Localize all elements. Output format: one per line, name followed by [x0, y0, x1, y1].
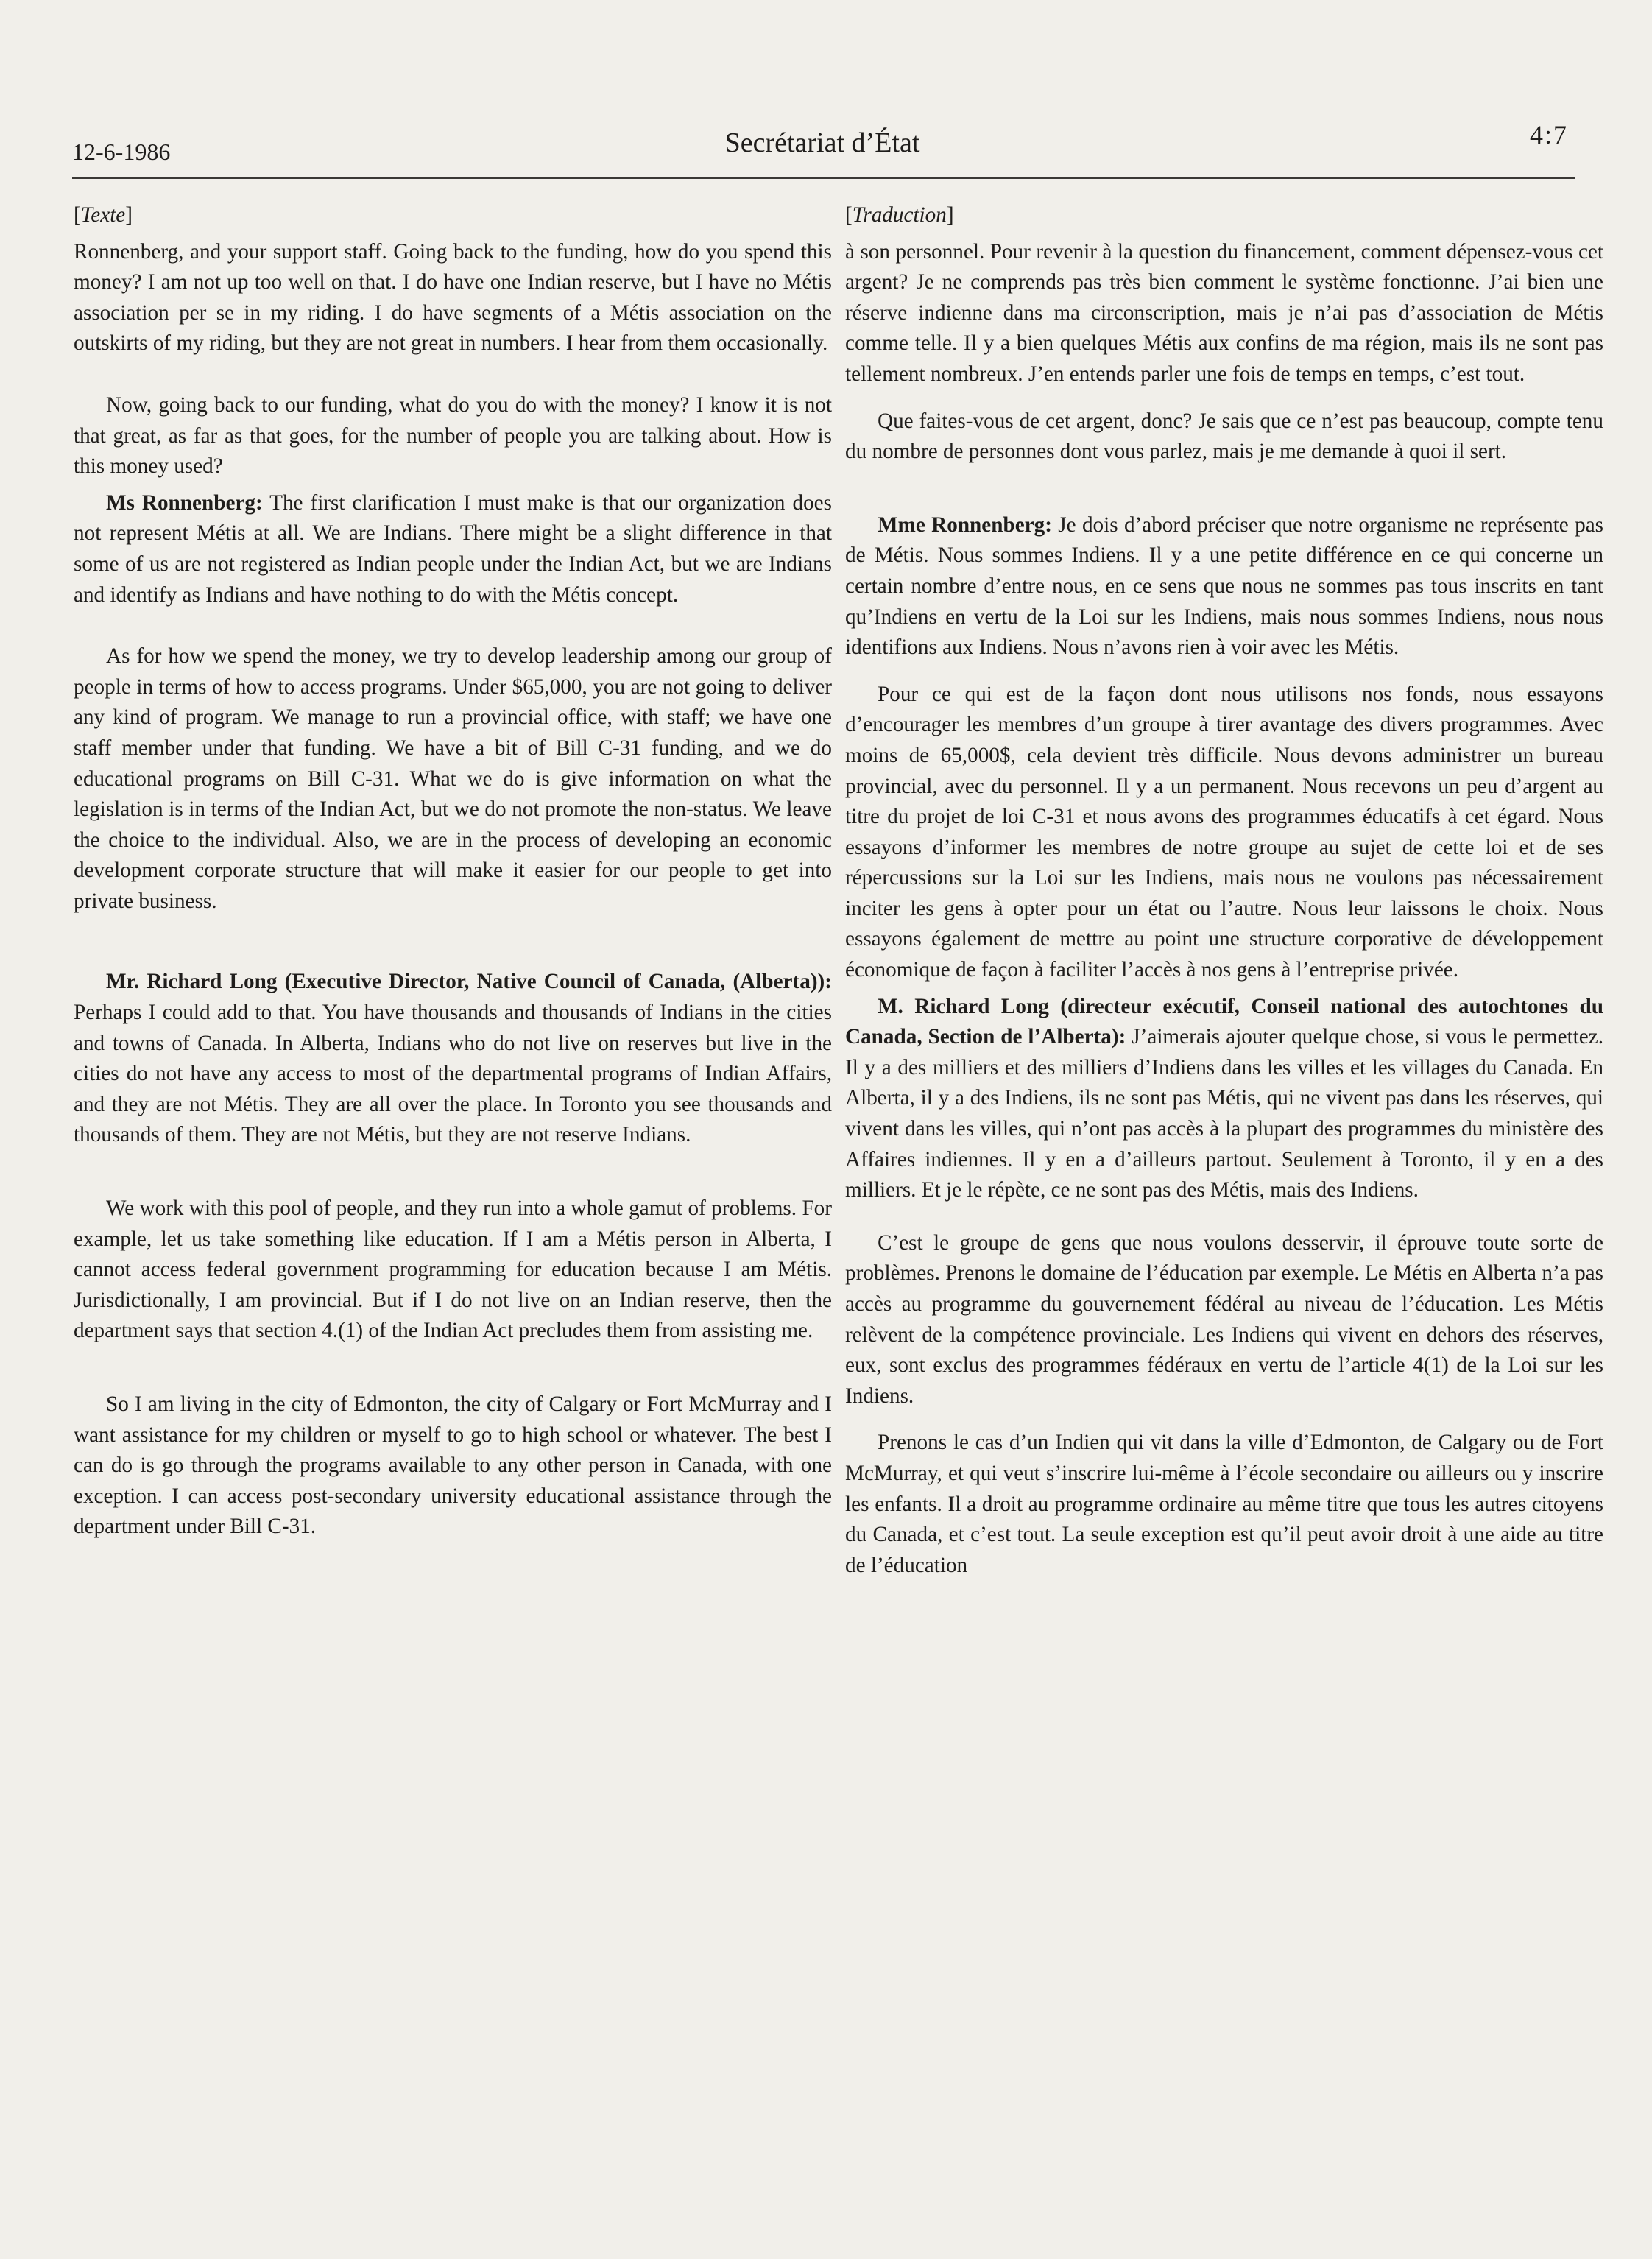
speech-text: J’aimerais ajouter quelque chose, si vous le permettez. Il y a des milliers et des milliers d’Indiens dans les villes et les villages du Canada. En Alberta, il y a des Indiens, ils ne sont pas Métis, qui ne vivent pas dans les réserves, qui vivent dans les villes, qui n’ont pas accès à la plupart des programmes du ministère des Affaires indiennes. Il y en a d’ailleurs partout. Seulement à Toronto, il y en a des milliers. Et je le répète, ce ne sont pas des Métis, mais des Indiens. — [845, 1025, 1603, 1202]
speech-paragraph — [74, 967, 832, 1151]
text-marker: [Texte] — [74, 203, 133, 227]
speech-paragraph — [74, 488, 832, 610]
paragraph: Now, going back to our funding, what do you do with the money? I know it is not that great, as far as that goes, for the number of people you are talking about. How is this money used? — [74, 392, 832, 479]
translation-marker: [Traduction] — [845, 203, 954, 227]
translation-marker-label: Traduction — [852, 203, 947, 227]
english-column — [74, 200, 832, 1543]
page-header — [72, 118, 1572, 180]
paragraph: Ronnenberg, and your support staff. Going back to the funding, how do you spend this money? I am not up too well on that. I do have one Indian reserve, but I have no Métis association per se in my riding. I do have segments of a Métis association on the outskirts of my riding, but they are not great in numbers. I hear from them occasionally. — [74, 239, 832, 356]
speech-paragraph — [845, 510, 1603, 663]
speech-text: Je dois d’abord préciser que notre organisme ne représente pas de Métis. Nous sommes Indiens. Il y a une petite différence en ce qui concerne un certain nombre d’entre nous, en ce sens que nous ne sommes pas tous inscrits en tant qu’Indiens en vertu de la Loi sur les Indiens, mais nous sommes Indiens, nous nous identifions aux Indiens. Nous n’avons rien à voir avec les Métis. — [845, 512, 1604, 660]
paragraph: We work with this pool of people, and they run into a whole gamut of problems. For example, let us take something like education. If I am a Métis person in Alberta, I cannot access federal government programming for education because I am Métis. Jurisdictionally, I am provincial. But if I do not live on an Indian reserve, then the department says that section 4.(1) of the Indian Act precludes them from assisting me. — [74, 1197, 832, 1343]
paragraph: So I am living in the city of Edmonton, the city of Calgary or Fort McMurray and I want assistance for my children or myself to go to high school or whatever. The best I can do is go through the programs available to any other person in Canada, with one exception. I can access post-secondary university educational assistance through the department under Bill C-31. — [74, 1392, 832, 1539]
paragraph: Prenons le cas d’un Indien qui vit dans la ville d’Edmonton, de Calgary ou de Fort McMurray, et qui veut s’inscrire lui-même à l’école secondaire ou ailleurs ou y inscrire les enfants. Il a droit au programme ordinaire au même titre que tous les autres citoyens du Canada, et c’est tout. La seule exception est qu’il peut avoir droit à une aide au titre de l’éducation — [845, 1431, 1603, 1577]
paragraph: à son personnel. Pour revenir à la question du financement, comment dépensez-vous cet argent? Je ne comprends pas très bien comment le système fonctionne. J’ai bien une réserve indienne dans ma circonscription, mais je n’ai pas d’association de Métis comme telle. Il y a bien quelques Métis aux confins de ma région, mais ils ne sont pas tellement nombreux. J’en entends parler une fois de temps en temps, c’est tout. — [845, 239, 1603, 386]
text-marker-label: Texte — [80, 203, 126, 227]
speaker-name: Mr. Richard Long (Executive Director, Native Council of Canada, (Alberta)): — [106, 970, 832, 994]
speaker-name: Mme Ronnenberg: — [878, 512, 1052, 537]
header-rule — [72, 177, 1575, 179]
paragraph: Pour ce qui est de la façon dont nous utilisons nos fonds, nous essayons d’encourager les membres d’un groupe à tirer avantage des divers programmes. Avec moins de 65,000$, cela devient très difficile. Nous devons administrer un bureau provincial, avec du personnel. Il y a un permanent. Nous recevons un peu d’argent au titre du projet de loi C-31 et nous avons des programmes éducatifs à cet égard. Nous essayons d’informer les membres de notre groupe au sujet de cette loi et de ses répercussions sur la Loi sur les Indiens, mais nous ne voulons pas nécessairement inciter les gens à opter pour un état ou l’autre. Nous leur laissons le choix. Nous essayons également de mettre au point une structure corporative de développement économique de façon à faciliter l’accès à nos gens à l’entreprise privée. — [845, 682, 1603, 982]
speech-text: The first clarification I must make is that our organization does not represent Métis at all. We are Indians. There might be a slight difference in that some of us are not registered as Indian people under the Indian Act, but we are Indians and identify as Indians and have nothing to do with the Métis concept. — [74, 490, 832, 607]
header-page-number: 4:7 — [1529, 120, 1568, 149]
speaker-name: M. Richard Long (directeur exécutif, Conseil national des autochtones du Canada, Section de l’Alberta): — [845, 994, 1603, 1049]
paragraph: Que faites-vous de cet argent, donc? Je sais que ce n’est pas beaucoup, compte tenu du nombre de personnes dont vous parlez, mais je me demande à quoi il sert. — [845, 409, 1603, 464]
speech-paragraph — [845, 992, 1603, 1206]
paragraph: C’est le groupe de gens que nous voulons desservir, il éprouve toute sorte de problèmes. Prenons le domaine de l’éducation par exemple. Le Métis en Alberta n’a pas accès au programme du gouvernement fédéral au niveau de l’éducation. Les Métis relèvent de la compétence provinciale. Les Indiens qui vivent en dehors des réserves, eux, sont exclus des programmes fédéraux en vertu de l’article 4(1) de la Loi sur les Indiens. — [845, 1230, 1603, 1408]
header-title: Secrétariat d’État — [724, 127, 920, 158]
header-date: 12-6-1986 — [72, 138, 171, 165]
french-column — [845, 200, 1603, 1581]
speaker-name: Ms Ronnenberg: — [106, 490, 263, 515]
paragraph: As for how we spend the money, we try to develop leadership among our group of people in terms of how to access programs. Under $65,000, you are not going to deliver any kind of program. We manage to run a provincial office, with staff; we have one staff member under that funding. We have a bit of Bill C-31 funding, and we do educational programs on Bill C-31. What we do is give information on what the legislation is in terms of the Indian Act, but we do not promote the non-status. We leave the choice to the individual. Also, we are in the process of developing an economic development corporate structure that will make it easier for our people to get into private business. — [74, 644, 832, 913]
speech-text: Perhaps I could add to that. You have thousands and thousands of Indians in the cities and towns of Canada. In Alberta, Indians who do not live on reserves but live in the cities do not have any access to most of the departmental programs of Indian Affairs, and they are not Métis. They are all over the place. In Toronto you see thousands and thousands of them. They are not Métis, but they are not reserve Indians. — [74, 1001, 832, 1147]
